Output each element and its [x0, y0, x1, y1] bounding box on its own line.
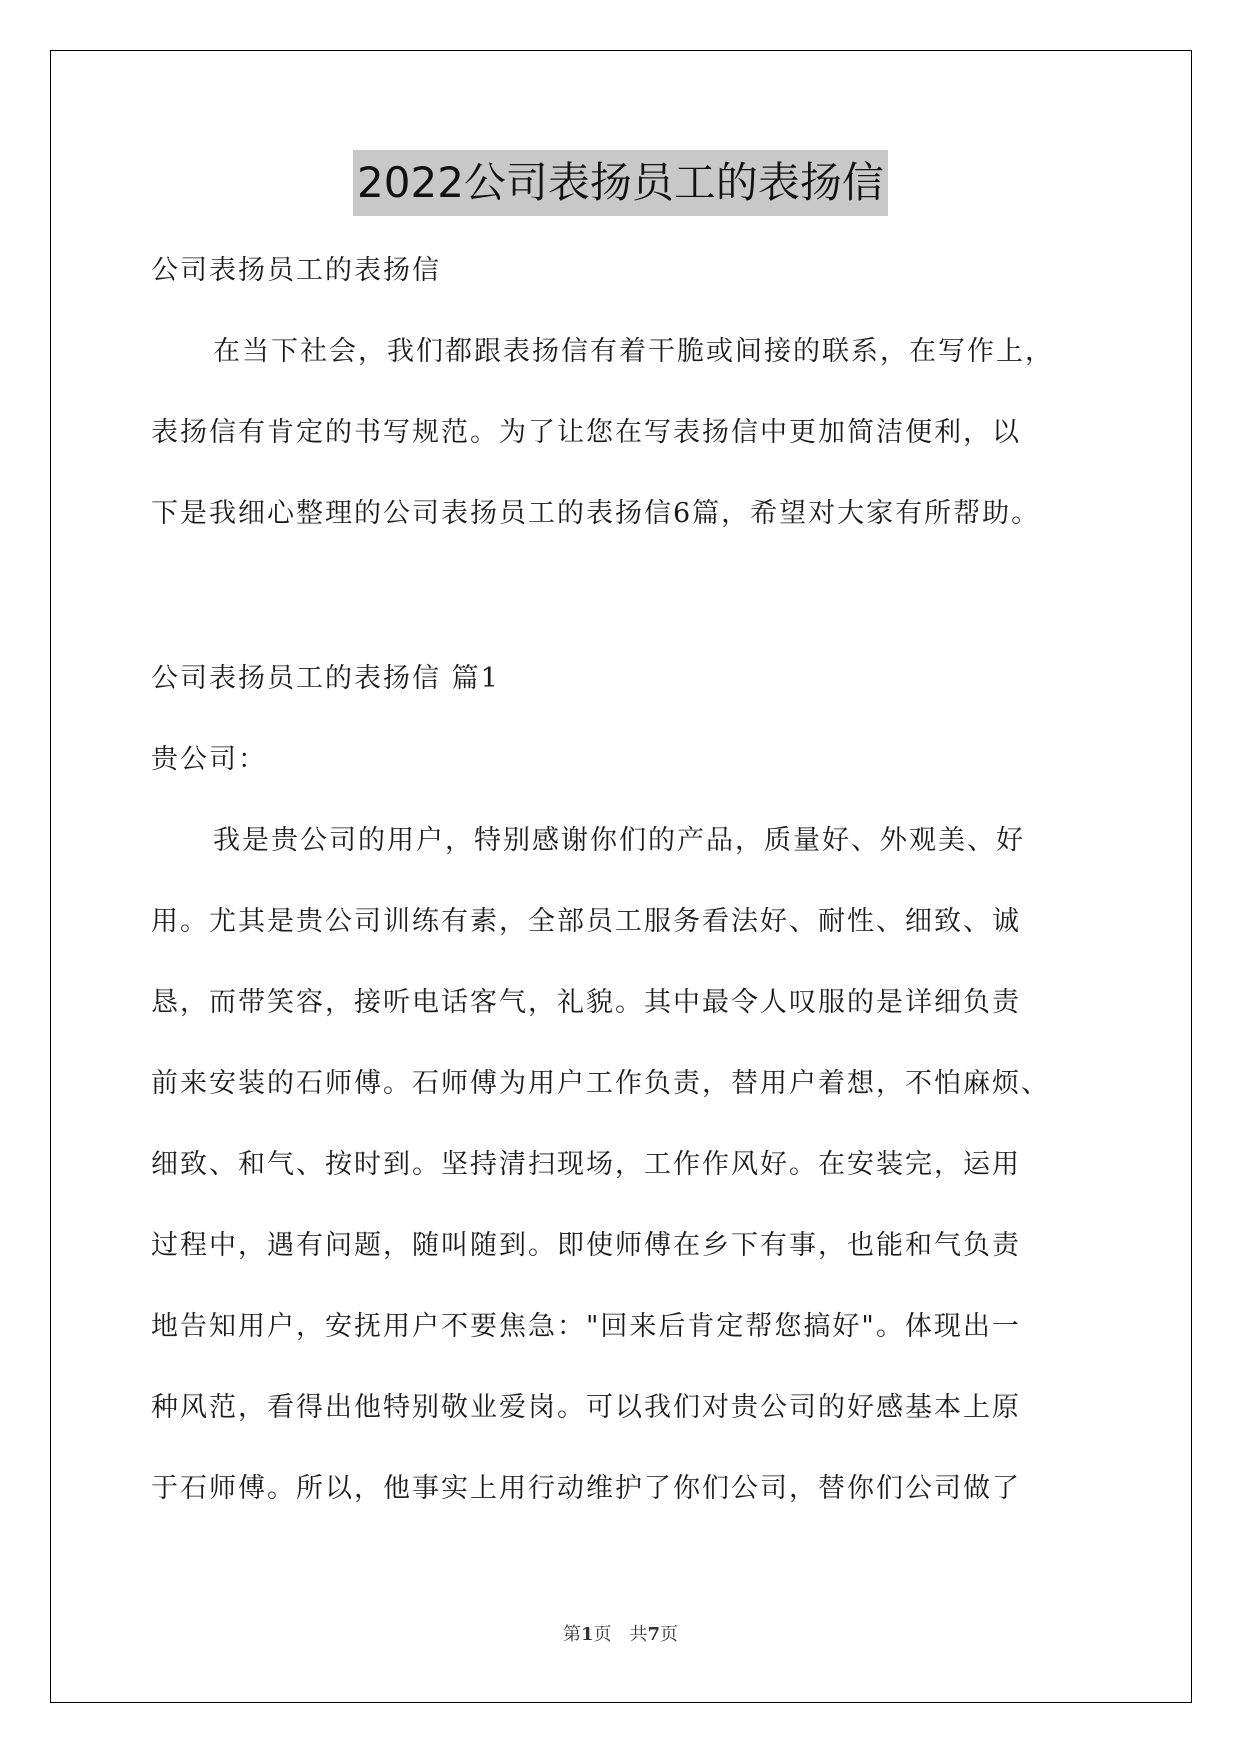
intro-line: 下是我细心整理的公司表扬员工的表扬信6篇，希望对大家有所帮助。 — [151, 498, 1041, 529]
body-line: 于石师傅。所以，他事实上用行动维护了你们公司，替你们公司做了 — [151, 1473, 1021, 1504]
footer-total-pages: 7 — [647, 1624, 661, 1645]
body-line: 过程中，遇有问题，随叫随到。即使师傅在乡下有事，也能和气负责 — [151, 1230, 1021, 1261]
salutation: 贵公司： — [151, 744, 267, 775]
body-line: 恳，而带笑容，接听电话客气，礼貌。其中最令人叹服的是详细负责 — [151, 987, 1021, 1018]
footer-prefix: 第 — [562, 1624, 581, 1645]
body-line: 细致、和气、按时到。坚持清扫现场，工作作风好。在安装完，运用 — [151, 1149, 1021, 1180]
title-container — [0, 150, 1241, 216]
paragraph-gap — [151, 554, 1091, 638]
intro-line: 表扬信有肯定的书写规范。为了让您在写表扬信中更加简洁便利，以 — [151, 417, 1021, 448]
body-line: 种风范，看得出他特别敬业爱岗。可以我们对贵公司的好感基本上原 — [151, 1392, 1021, 1423]
footer-page-number: 1 — [580, 1624, 594, 1645]
intro-line: 在当下社会，我们都跟表扬信有着干脆或间接的联系，在写作上， — [213, 336, 1054, 367]
intro-line: 公司表扬员工的表扬信 — [151, 255, 441, 286]
body-line: 我是贵公司的用户，特别感谢你们的产品，质量好、外观美、好 — [213, 825, 1025, 856]
section-heading: 公司表扬员工的表扬信 篇1 — [151, 663, 500, 694]
footer-suffix: 页 — [660, 1624, 679, 1645]
document-body — [151, 230, 1091, 1529]
page-footer — [0, 1620, 1241, 1646]
footer-mid: 页 共 — [593, 1624, 648, 1645]
body-line: 地告知用户，安抚用户不要焦急："回来后肯定帮您搞好"。体现出一 — [151, 1311, 1021, 1342]
body-line: 用。尤其是贵公司训练有素，全部员工服务看法好、耐性、细致、诚 — [151, 906, 1021, 937]
document-title: 2022公司表扬员工的表扬信 — [353, 150, 888, 216]
body-line: 前来安装的石师傅。石师傅为用户工作负责，替用户着想，不怕麻烦、 — [151, 1068, 1050, 1099]
